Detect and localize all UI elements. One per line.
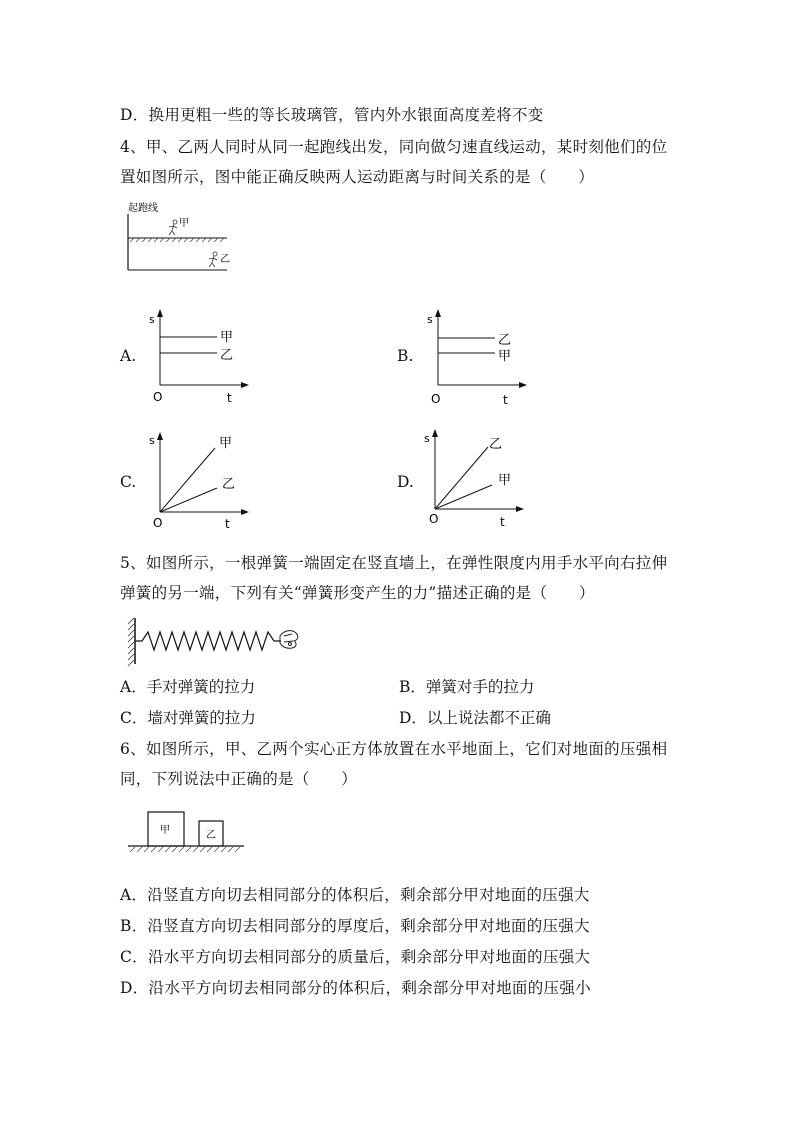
- line-steep-label: 乙: [489, 437, 503, 452]
- line-shallow: [435, 485, 492, 509]
- q4-stem-line2: 置如图所示，图中能正确反映两人运动距离与时间关系的是（ ）: [120, 168, 595, 186]
- cube-yi-label: 乙: [206, 830, 216, 841]
- q5-spring-figure: [124, 612, 304, 668]
- runner-yi-label: 乙: [220, 254, 230, 265]
- line-top-label: 甲: [220, 330, 234, 345]
- cube-jia-label: 甲: [160, 825, 170, 836]
- axis-s-label: s: [149, 313, 155, 326]
- origin-label: O: [153, 516, 163, 530]
- q4-stem-line1: 4、甲、乙两人同时从同一起跑线出发，同向做匀速直线运动，某时刻他们的位: [120, 138, 668, 156]
- axis-t-label: t: [225, 517, 230, 531]
- q4-option-c-graph: [145, 428, 255, 533]
- q5-stem-line1: 5、如图所示，一根弹簧一端固定在竖直墙上，在弹性限度内用手水平向右拉伸: [120, 554, 668, 572]
- spring: [135, 632, 281, 650]
- q5-option-c: C．墙对弹簧的拉力: [120, 709, 256, 727]
- q5-option-d: D．以上说法都不正确: [399, 709, 551, 727]
- line-bottom-label: 甲: [498, 349, 512, 364]
- q5-option-b: B．弹簧对手的拉力: [399, 678, 535, 696]
- axis-s-label: s: [149, 434, 155, 447]
- line-shallow-label: 甲: [498, 473, 512, 488]
- origin-label: O: [153, 390, 163, 404]
- runner-yi-icon: [209, 252, 217, 267]
- origin-label: O: [429, 512, 439, 526]
- q4-option-a-graph: [145, 305, 255, 410]
- q4-option-b-letter: B.: [397, 347, 414, 365]
- axis-s-label: s: [427, 313, 433, 326]
- q3-option-d: D．换用更粗一些的等长玻璃管，管内外水银面高度差将不变: [120, 106, 544, 124]
- axis-t-label: t: [503, 393, 508, 407]
- q6-option-b: B．沿竖直方向切去相同部分的厚度后，剩余部分甲对地面的压强大: [120, 917, 590, 935]
- line-shallow: [160, 488, 217, 512]
- line-steep: [435, 447, 488, 509]
- q6-option-c: C．沿水平方向切去相同部分的质量后，剩余部分甲对地面的压强大: [120, 948, 591, 966]
- q6-option-a: A．沿竖直方向切去相同部分的体积后，剩余部分甲对地面的压强大: [120, 886, 590, 904]
- axis-t-label: t: [227, 391, 232, 405]
- q4-option-a-letter: A.: [120, 347, 137, 365]
- q4-option-d-letter: D.: [397, 473, 414, 491]
- axis-t-label: t: [500, 515, 505, 529]
- runner-jia-icon: [169, 220, 177, 235]
- origin-label: O: [431, 392, 441, 406]
- hand-icon: [280, 631, 298, 649]
- line-top-label: 乙: [498, 333, 512, 348]
- q4-option-b-graph: [423, 305, 533, 410]
- line-bottom-label: 乙: [220, 348, 234, 363]
- axis-s-label: s: [424, 432, 430, 445]
- runner-jia-label: 甲: [179, 218, 189, 229]
- q6-cubes-figure: [126, 806, 248, 856]
- line-steep-label: 甲: [219, 436, 233, 451]
- q5-stem-line2: 弹簧的另一端，下列有关“弹簧形变产生的力”描述正确的是（ ）: [120, 584, 595, 602]
- q4-track-figure: [122, 198, 232, 280]
- q6-option-d: D．沿水平方向切去相同部分的体积后，剩余部分甲对地面的压强小: [120, 979, 591, 997]
- q6-stem-line1: 6、如图所示，甲、乙两个实心正方体放置在水平地面上，它们对地面的压强相: [120, 740, 668, 758]
- q4-option-c-letter: C.: [120, 473, 137, 491]
- start-line-label: 起跑线: [128, 203, 158, 214]
- q5-option-a: A．手对弹簧的拉力: [120, 678, 256, 696]
- q6-stem-line2: 同，下列说法中正确的是（ ）: [120, 770, 358, 788]
- line-shallow-label: 乙: [222, 477, 236, 492]
- line-steep: [160, 448, 215, 512]
- q4-option-d-graph: [420, 425, 530, 530]
